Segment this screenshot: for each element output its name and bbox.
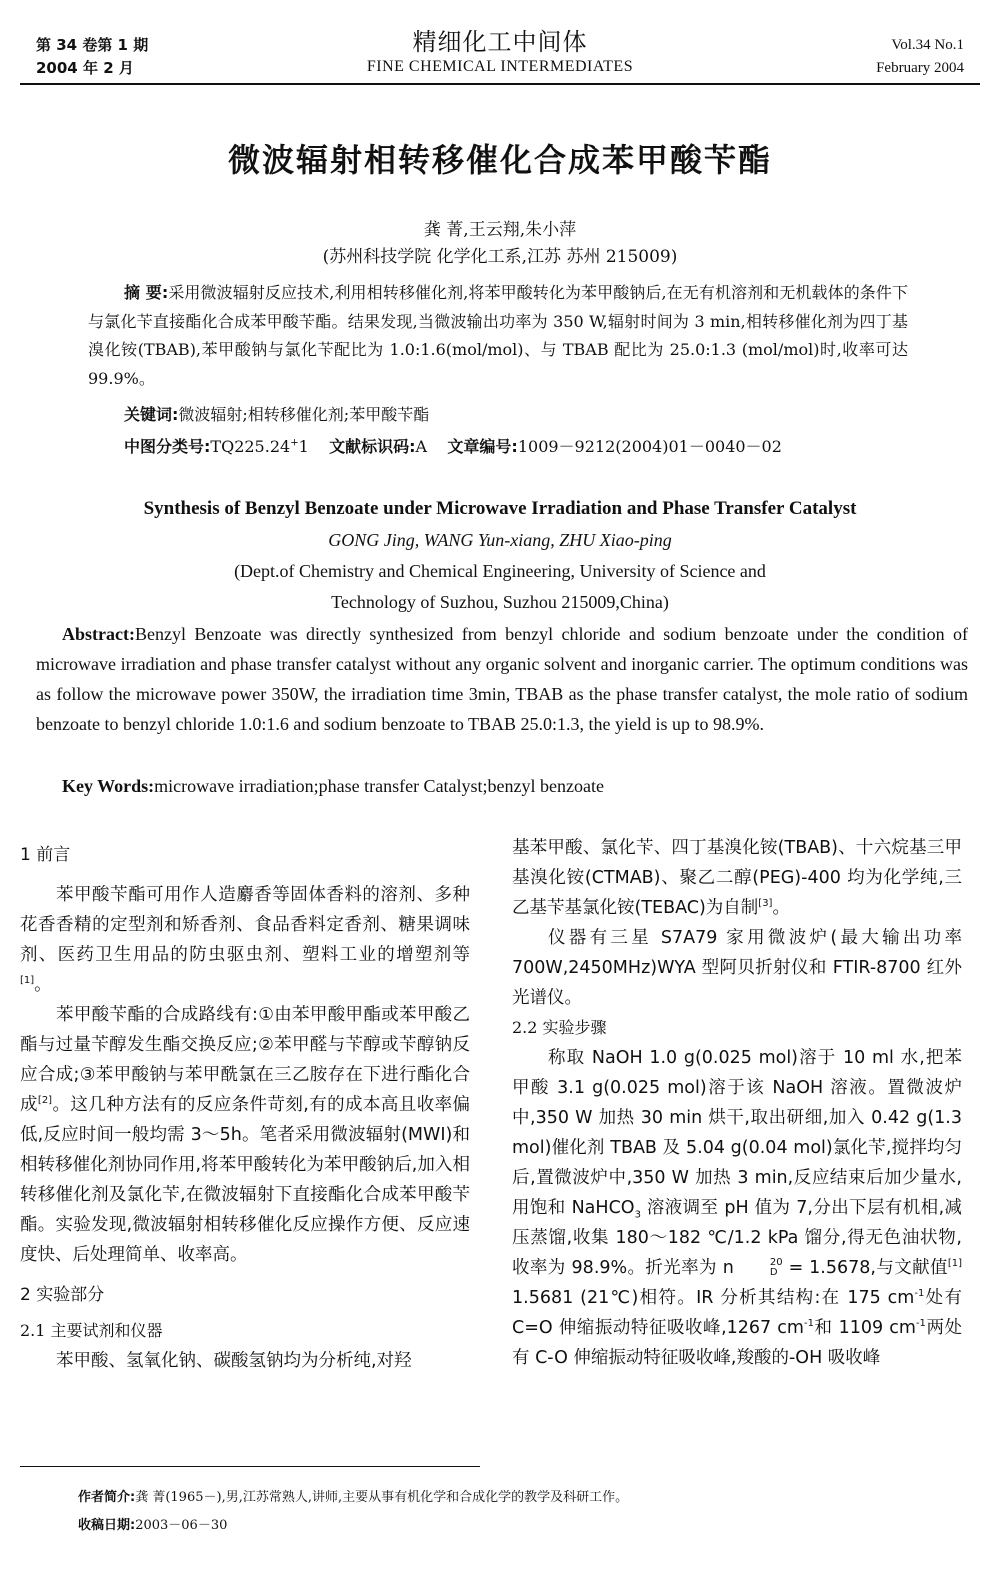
reagents-cont-text: 基苯甲酸、氯化苄、四丁基溴化铵(TBAB)、十六烷基三甲基溴化铵(CTMAB)、聚乙二醇(PEG)-400 均为化学纯,三乙基苄基氯化铵(TEBAC)为自制: [512, 838, 962, 918]
citation-ref-1: [1]: [20, 975, 35, 987]
refractive-index-notation: [734, 1258, 783, 1278]
intro-paragraph-1: [20, 880, 470, 1000]
affiliation-cn: (苏州科技学院 化学化工系,江苏 苏州 215009): [322, 247, 678, 267]
paper-title-cn: 微波辐射相转移催化合成苯甲酸苄酯: [227, 141, 772, 179]
keywords-en: [62, 772, 604, 800]
wavenumber-unit-c: -1: [915, 1318, 926, 1330]
header-volume-en: [876, 34, 964, 80]
refractive-temp: 20: [769, 1257, 783, 1268]
header-vol-no: Vol.34 No.1: [891, 37, 964, 53]
header-volume-issue: 第 34 卷第 1 期: [36, 36, 149, 54]
doc-code-label: 文献标识码:: [329, 437, 416, 456]
footnote: [78, 1484, 628, 1540]
keywords-cn-text: 微波辐射;相转移催化剂;苯甲酸苄酯: [178, 405, 430, 424]
intro-p2-text: 苯甲酸苄酯的合成路线有:①由苯甲酸甲酯或苯甲酸乙酯与过量苄醇发生酯交换反应;②苯甲醛与苄醇或苄醇钠反应合成;③苯甲酸钠与苯甲酰氯在三乙胺存在下进行酯化合成: [20, 1005, 470, 1115]
abstract-cn-label: 摘 要:: [124, 283, 169, 302]
reagents-paragraph-cont: [512, 833, 962, 923]
citation-ref-3: [3]: [758, 898, 773, 910]
abstract-cn: [88, 279, 908, 393]
doc-code-value: A: [415, 437, 428, 456]
journal-name-en: FINE CHEMICAL INTERMEDIATES: [366, 58, 634, 75]
author-bio-label: 作者简介:: [78, 1490, 136, 1505]
clc-sup: +: [290, 437, 299, 449]
keywords-cn-label: 关键词:: [124, 405, 179, 424]
procedure-text-d: 1.5681 (21℃)相符。IR 分析其结构:在 175 cm: [512, 1288, 915, 1308]
nahco3-subscript: 3: [634, 1209, 641, 1221]
header-date-en: February 2004: [876, 60, 964, 76]
authors-en: GONG Jing, WANG Yun-xiang, ZHU Xiao-ping: [328, 530, 672, 550]
received-date-value: 2003－06－30: [135, 1518, 228, 1533]
article-number-label: 文章编号:: [447, 437, 518, 456]
procedure-text-a: 称取 NaOH 1.0 g(0.025 mol)溶于 10 ml 水,把苯甲酸 3.1 g(0.025 mol)溶于该 NaOH 溶液。置微波炉中,350 W 加热 30 min 烘干,取出研细,加入 0.42 g(1.3 mol)催化剂 TBAB 及 5.04 g(0.04 mol)氯化苄,搅拌均匀后,置微波炉中,350 W 加热 3 min,反应结束后加少量水,用饱和 NaHCO: [512, 1048, 962, 1218]
keywords-cn: [124, 401, 429, 429]
instruments-paragraph: 仪器有三星 S7A79 家用微波炉(最大输出功率 700W,2450MHz)WYA 型阿贝折射仪和 FTIR-8700 红外光谱仪。: [512, 928, 962, 1008]
citation-ref-1b: [1]: [947, 1258, 962, 1270]
header-divider: [20, 83, 980, 85]
procedure-paragraph: [512, 1043, 962, 1373]
procedure-text-f: 和 1109 cm: [813, 1318, 916, 1338]
wavenumber-unit-a: -1: [914, 1288, 925, 1300]
section-2-2-heading: 2.2 实验步骤: [512, 1018, 607, 1037]
authors-cn: 龚 菁,王云翔,朱小萍: [423, 220, 577, 240]
affiliation-en-line2: Technology of Suzhou, Suzhou 215009,China): [331, 592, 669, 612]
header-issue-info: [36, 34, 148, 80]
intro-p2-end: 。这几种方法有的反应条件苛刻,有的成本高且收率偏低,反应时间一般均需 3～5h。笔者采用微波辐射(MWI)和相转移催化剂协同作用,将苯甲酸转化为苯甲酸钠后,加入相转移催化剂及氯化苄,在微波辐射下直接酯化合成苯甲酸苄酯。实验发现,微波辐射相转移催化反应操作方便、反应速度快、后处理简单、收率高。: [20, 1095, 471, 1265]
received-date: [78, 1512, 628, 1540]
procedure-text-c: = 1.5678,与文献值: [782, 1258, 948, 1278]
journal-name-cn: 精细化工中间体: [412, 28, 588, 56]
keywords-en-label: Key Words:: [62, 776, 155, 796]
abstract-en: [36, 619, 968, 739]
procedure-text-e: 处有 C=O 伸缩振动特征吸收峰,1267 cm: [512, 1288, 962, 1338]
clc-tail: 1: [298, 437, 309, 456]
abstract-en-label: Abstract:: [62, 624, 135, 644]
section-2-heading: 2 实验部分: [20, 1285, 105, 1305]
section-2-1-heading: 2.1 主要试剂和仪器: [20, 1321, 163, 1340]
body-left-column: [20, 840, 470, 1376]
received-date-label: 收稿日期:: [78, 1518, 136, 1533]
procedure-text-b: 溶液调至 pH 值为 7,分出下层有机相,减压蒸馏,收集 180～182 ℃/1.2 kPa 馏分,得无色油状物,收率为 98.9%。折光率为 n: [512, 1198, 963, 1278]
abstract-en-text: Benzyl Benzoate was directly synthesized from benzyl chloride and sodium benzoate under the condition of microwave irradiation and phase transfer catalyst without any organic solvent and inorganic carrier. The optimum conditions was as follow the microwave power 350W, the irradiation time 3min, TBAB as the phase transfer catalyst, the mole ratio of sodium benzoate to benzyl chloride 1.0:1.6 and sodium benzoate to TBAB 25.0:1.3, the yield is up to 98.9%.: [36, 624, 968, 734]
author-bio-text: 龚 菁(1965－),男,江苏常熟人,讲师,主要从事有机化学和合成化学的教学及科研工作。: [135, 1490, 629, 1505]
refractive-line: D: [769, 1267, 778, 1278]
intro-p1-text: 苯甲酸苄酯可用作人造麝香等固体香料的溶剂、多种花香香精的定型剂和矫香剂、食品香料定香剂、糖果调味剂、医药卫生用品的防虫驱虫剂、塑料工业的增塑剂等: [20, 885, 470, 965]
body-right-column: [512, 833, 962, 1373]
footnote-divider: [20, 1466, 480, 1467]
affiliation-en: [0, 556, 1000, 618]
keywords-en-text: microwave irradiation;phase transfer Catalyst;benzyl benzoate: [154, 776, 604, 796]
intro-p1-end: 。: [34, 975, 52, 995]
abstract-cn-text: 采用微波辐射反应技术,利用相转移催化剂,将苯甲酸转化为苯甲酸钠后,在无有机溶剂和无机载体的条件下与氯化苄直接酯化合成苯甲酸苄酯。结果发现,当微波输出功率为 350 W,辐射时间为 3 min,相转移催化剂为四丁基溴化铵(TBAB),苯甲酸钠与氯化苄配比为 1.0:1.6(mol/mol)、与 TBAB 配比为 25.0:1.3 (mol/mol)时,收率可达 99.9%。: [88, 283, 908, 388]
reagents-paragraph: 苯甲酸、氢氧化钠、碳酸氢钠均为分析纯,对羟: [56, 1351, 412, 1371]
reagents-cont-end: 。: [772, 898, 790, 918]
clc-label: 中图分类号:: [124, 437, 211, 456]
paper-title-en: Synthesis of Benzyl Benzoate under Microwave Irradiation and Phase Transfer Catalyst: [143, 498, 857, 519]
section-1-heading: 1 前言: [20, 845, 71, 865]
affiliation-en-line1: (Dept.of Chemistry and Chemical Engineering, University of Science and: [234, 561, 766, 581]
procedure-text-g: 两处有 C-O 伸缩振动特征吸收峰,羧酸的-OH 吸收峰: [512, 1318, 962, 1368]
clc-value: TQ225.24: [210, 437, 291, 456]
author-bio: [78, 1484, 628, 1512]
header-date-cn: 2004 年 2 月: [36, 59, 134, 77]
citation-ref-2: [2]: [37, 1095, 53, 1107]
classification-line: [124, 433, 782, 461]
article-number-value: 1009－9212(2004)01－0040－02: [517, 437, 782, 456]
intro-paragraph-2: [20, 1000, 470, 1270]
journal-masthead: [300, 28, 700, 78]
wavenumber-unit-b: -1: [803, 1318, 814, 1330]
